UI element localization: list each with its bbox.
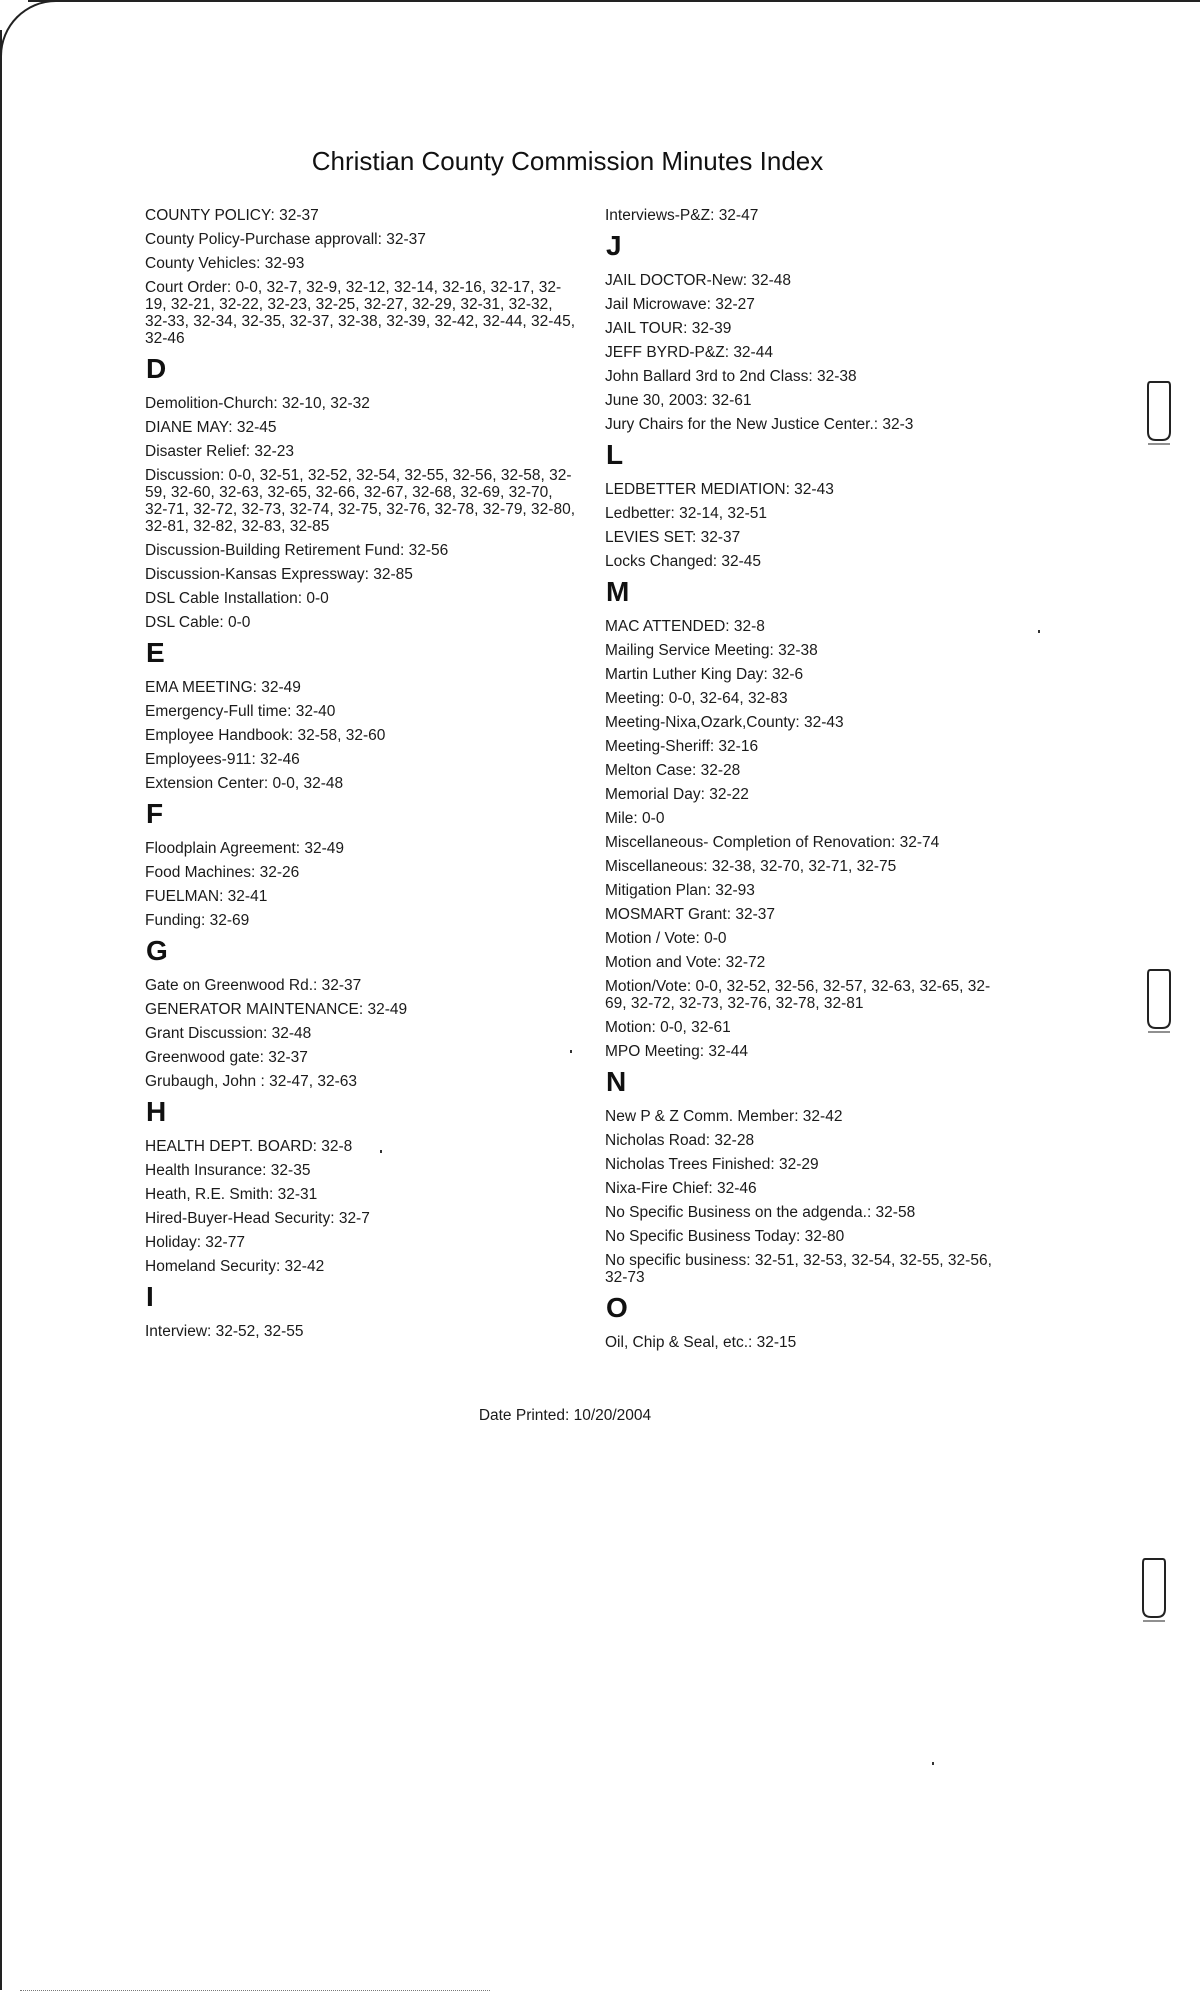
- index-entry: County Policy-Purchase approvall: 32-37: [145, 231, 426, 248]
- page-frame-left: [0, 30, 2, 1990]
- index-entry: MPO Meeting: 32-44: [605, 1043, 749, 1060]
- index-entry: Martin Luther King Day: 32-6: [605, 666, 804, 683]
- index-entry: Meeting: 0-0, 32-64, 32-83: [605, 690, 788, 707]
- index-entry: Gate on Greenwood Rd.: 32-37: [145, 977, 362, 994]
- index-entry: Grant Discussion: 32-48: [145, 1025, 312, 1042]
- index-entry: Mailing Service Meeting: 32-38: [605, 642, 818, 659]
- section-letter-heading: J: [606, 230, 622, 261]
- index-entry: John Ballard 3rd to 2nd Class: 32-38: [605, 368, 857, 385]
- index-entry: Disaster Relief: 32-23: [145, 443, 295, 460]
- index-entry: No Specific Business Today: 32-80: [605, 1228, 845, 1245]
- index-entry: Demolition-Church: 32-10, 32-32: [145, 395, 370, 412]
- section-letter-heading: E: [146, 637, 165, 668]
- index-entry: JAIL TOUR: 32-39: [605, 320, 732, 337]
- index-entry: JEFF BYRD-P&Z: 32-44: [605, 344, 773, 361]
- page-frame-corner: [0, 0, 58, 58]
- index-entry: Health Insurance: 32-35: [145, 1162, 311, 1179]
- index-entry: Holiday: 32-77: [145, 1234, 245, 1251]
- index-entry: Locks Changed: 32-45: [605, 553, 761, 570]
- index-entry: Discussion-Kansas Expressway: 32-85: [145, 566, 413, 583]
- index-entry: Nicholas Trees Finished: 32-29: [605, 1156, 819, 1173]
- index-entry: Motion and Vote: 32-72: [605, 954, 766, 971]
- index-entry: Court Order: 0-0, 32-7, 32-9, 32-12, 32-14, 32-16, 32-17, 32-19, 32-21, 32-22, 32-23, 32-25, 32-27, 32-29, 32-31, 32-32, 32-33, 32-34, 32-35, 32-37, 32-38, 32-39, 32-42, 32-44, 32-45, 32-46: [145, 279, 575, 347]
- index-entry: Motion: 0-0, 32-61: [605, 1019, 731, 1036]
- section-letter-heading: L: [606, 439, 624, 470]
- index-entry: FUELMAN: 32-41: [145, 888, 268, 905]
- index-entry: Miscellaneous- Completion of Renovation: 32-74: [605, 834, 940, 851]
- index-entry: Hired-Buyer-Head Security: 32-7: [145, 1210, 370, 1227]
- index-entry: Oil, Chip & Seal, etc.: 32-15: [605, 1334, 797, 1351]
- index-entry: Discussion-Building Retirement Fund: 32-56: [145, 542, 449, 559]
- index-entry: Melton Case: 32-28: [605, 762, 741, 779]
- index-entry: COUNTY POLICY: 32-37: [145, 207, 319, 224]
- index-entry: Meeting-Nixa,Ozark,County: 32-43: [605, 714, 844, 731]
- index-entry: LEDBETTER MEDIATION: 32-43: [605, 481, 834, 498]
- scan-speck: [1038, 630, 1040, 633]
- index-entry: LEVIES SET: 32-37: [605, 529, 741, 546]
- index-entry: Jury Chairs for the New Justice Center.: 32-3: [605, 416, 914, 433]
- section-letter-heading: I: [146, 1281, 154, 1312]
- index-entry: Meeting-Sheriff: 32-16: [605, 738, 759, 755]
- index-entry: Interview: 32-52, 32-55: [145, 1323, 304, 1340]
- page-title: Christian County Commission Minutes Index: [311, 146, 824, 176]
- index-entry: EMA MEETING: 32-49: [145, 679, 301, 696]
- scan-speck: [570, 1050, 572, 1053]
- index-entry: June 30, 2003: 32-61: [605, 392, 752, 409]
- index-entry: Emergency-Full time: 32-40: [145, 703, 336, 720]
- index-entry: Heath, R.E. Smith: 32-31: [145, 1186, 318, 1203]
- index-entry: Discussion: 0-0, 32-51, 32-52, 32-54, 32-55, 32-56, 32-58, 32-59, 32-60, 32-63, 32-65, 32-66, 32-67, 32-68, 32-69, 32-70, 32-71, 32-72, 32-73, 32-74, 32-75, 32-76, 32-78, 32-79, 32-80, 32-81, 32-82, 32-83, 32-85: [145, 467, 575, 535]
- index-entry: Greenwood gate: 32-37: [145, 1049, 308, 1066]
- section-letter-heading: D: [146, 353, 167, 384]
- index-entry: DSL Cable Installation: 0-0: [145, 590, 329, 607]
- section-letter-heading: N: [606, 1066, 627, 1097]
- index-entry: DSL Cable: 0-0: [145, 614, 251, 631]
- section-letter-heading: M: [606, 576, 630, 607]
- section-letter-heading: H: [146, 1096, 167, 1127]
- index-entry: JAIL DOCTOR-New: 32-48: [605, 272, 792, 289]
- scan-speck: [932, 1762, 934, 1765]
- index-entry: Motion / Vote: 0-0: [605, 930, 727, 947]
- index-entry: Homeland Security: 32-42: [145, 1258, 325, 1275]
- index-entry: Ledbetter: 32-14, 32-51: [605, 505, 768, 522]
- index-entry: Mile: 0-0: [605, 810, 665, 827]
- index-entry: Grubaugh, John : 32-47, 32-63: [145, 1073, 357, 1090]
- binder-hole-mark-bottom: [1141, 1557, 1167, 1623]
- index-entry: No specific business: 32-51, 32-53, 32-54, 32-55, 32-56, 32-73: [605, 1252, 992, 1286]
- section-letter-heading: G: [146, 935, 168, 966]
- index-entry: Miscellaneous: 32-38, 32-70, 32-71, 32-75: [605, 858, 897, 875]
- index-entry: Employees-911: 32-46: [145, 751, 300, 768]
- binder-hole-mark-middle: [1146, 968, 1172, 1034]
- scan-speck: [380, 1150, 382, 1153]
- index-entry: Jail Microwave: 32-27: [605, 296, 755, 313]
- index-entry: HEALTH DEPT. BOARD: 32-8: [145, 1138, 353, 1155]
- index-entry: Memorial Day: 32-22: [605, 786, 749, 803]
- index-entry: Nicholas Road: 32-28: [605, 1132, 755, 1149]
- page-frame-bottom: [20, 1990, 490, 1991]
- index-left-column: [145, 207, 575, 1347]
- page-frame-top: [28, 0, 1200, 2]
- index-entry: MOSMART Grant: 32-37: [605, 906, 775, 923]
- index-entry: DIANE MAY: 32-45: [145, 419, 277, 436]
- section-letter-heading: O: [606, 1292, 628, 1323]
- index-entry: New P & Z Comm. Member: 32-42: [605, 1108, 843, 1125]
- index-entry: Nixa-Fire Chief: 32-46: [605, 1180, 757, 1197]
- index-entry: Food Machines: 32-26: [145, 864, 300, 881]
- index-entry: Floodplain Agreement: 32-49: [145, 840, 345, 857]
- index-entry: County Vehicles: 32-93: [145, 255, 305, 272]
- date-printed: Date Printed: 10/20/2004: [478, 1407, 652, 1424]
- index-entry: Funding: 32-69: [145, 912, 250, 929]
- index-entry: Employee Handbook: 32-58, 32-60: [145, 727, 386, 744]
- binder-hole-mark-top: [1146, 380, 1172, 446]
- index-entry: MAC ATTENDED: 32-8: [605, 618, 765, 635]
- index-entry: Extension Center: 0-0, 32-48: [145, 775, 344, 792]
- index-entry: No Specific Business on the adgenda.: 32-58: [605, 1204, 916, 1221]
- section-letter-heading: F: [146, 798, 164, 829]
- index-entry: Motion/Vote: 0-0, 32-52, 32-56, 32-57, 32-63, 32-65, 32-69, 32-72, 32-73, 32-76, 32-78, 32-81: [605, 978, 991, 1012]
- index-right-column: [605, 207, 1005, 1358]
- index-entry: Mitigation Plan: 32-93: [605, 882, 755, 899]
- index-entry: GENERATOR MAINTENANCE: 32-49: [145, 1001, 408, 1018]
- index-entry: Interviews-P&Z: 32-47: [605, 207, 759, 224]
